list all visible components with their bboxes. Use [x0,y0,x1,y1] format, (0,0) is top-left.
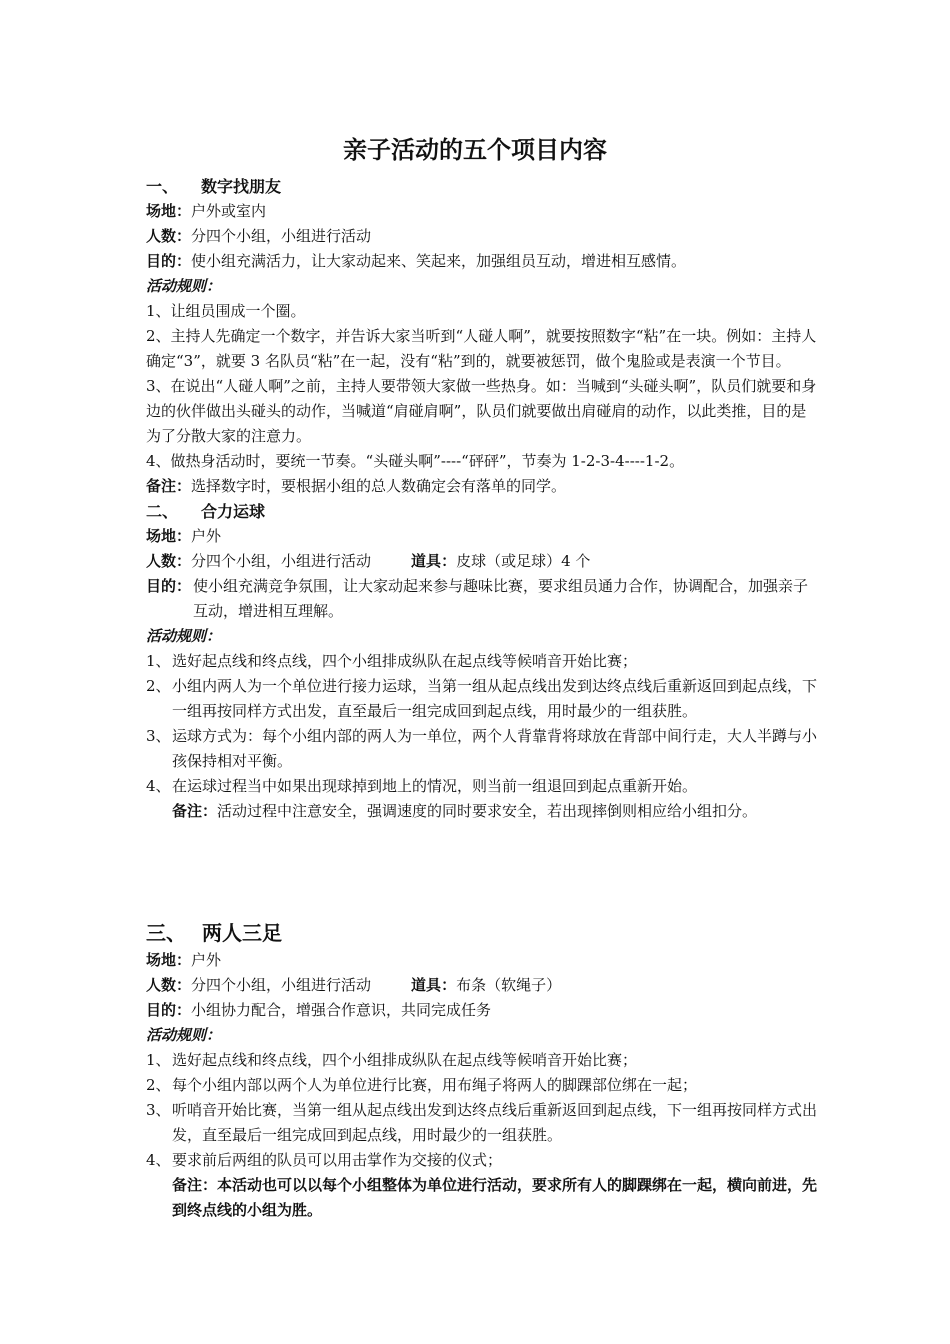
section-1 [146,174,821,824]
section-1-name: 数字找朋友 [201,177,282,196]
section-3-note: 备注：本活动也可以以每个小组整体为单位进行活动，要求所有人的脚踝绑在一起，横向前进，先到终点线的小组为胜。 [172,1176,818,1219]
section-2-rule-1: 1、 选好起点线和终点线，四个小组排成纵队在起点线等候哨音开始比赛； [146,652,638,670]
section-1-purpose: 目的：使小组充满活力，让大家动起来、笑起来，加强组员互动，增进相互感情。 [146,252,687,270]
section-2-purpose: 目的： 使小组充满竞争氛围，让大家动起来参与趣味比赛，要求组员通力合作，协调配合，加强亲子互动，增进相互理解。 [146,577,809,620]
section-1-note: 备注：选择数字时，要根据小组的总人数确定会有落单的同学。 [146,477,567,495]
section-3-people: 人数：分四个小组，小组进行活动 道具：布条（软绳子） [146,976,562,994]
section-1-rule-4: 4、做热身活动时，要统一节奏。“头碰头啊”----“砰砰”，节奏为 1-2-3-4----1-2。 [146,452,685,470]
section-2-venue: 场地：户外 [146,527,222,545]
section-2-rule-4: 4、 在运球过程当中如果出现球掉到地上的情况，则当前一组退回到起点重新开始。 [146,777,698,795]
section-3-rule-1: 1、 选好起点线和终点线，四个小组排成纵队在起点线等候哨音开始比赛； [146,1051,638,1069]
section-3-purpose: 目的：小组协力配合，增强合作意识，共同完成任务 [146,1001,492,1019]
section-3 [146,918,821,1223]
section-3-venue: 场地：户外 [146,951,222,969]
section-2-heading [146,499,821,524]
section-2-rule-3: 3、 运球方式为：每个小组内部的两人为一单位，两个人背靠背将球放在背部中间行走，大人半蹲与小孩保持相对平衡。 [146,727,818,770]
section-2-rules-heading: 活动规则： [146,627,222,645]
section-3-heading [146,918,821,948]
page-title: 亲子活动的五个项目内容 [343,136,607,164]
section-2-name: 合力运球 [201,502,266,521]
section-1-rules-heading: 活动规则： [146,277,222,295]
section-3-number: 三、 [146,921,186,945]
section-1-rule-3: 3、在说出“人碰人啊”之前，主持人要带领大家做一些热身。如：当喊到“头碰头啊”，队员们就要和身边的伙伴做出头碰头的动作，当喊道“肩碰肩啊”，队员们就要做出肩碰肩的动作，以此类推，目的是为了分散大家的注意力。 [146,377,817,445]
section-1-rule-2: 2、主持人先确定一个数字，并告诉大家当听到“人碰人啊”，就要按照数字“粘”在一块。例如：主持人确定“3”，就要 3 名队员“粘”在一起，没有“粘”到的，就要被惩罚，做个鬼脸或是表演一个节目。 [146,327,817,370]
section-2-number: 二、 [146,502,179,521]
section-3-rule-4: 4、 要求前后两组的队员可以用击掌作为交接的仪式； [146,1151,503,1169]
section-2-note: 备注：活动过程中注意安全，强调速度的同时要求安全，若出现摔倒则相应给小组扣分。 [172,802,758,820]
section-1-number: 一、 [146,177,179,196]
section-1-rule-1: 1、让组员围成一个圈。 [146,302,306,320]
section-1-heading [146,174,821,199]
section-2-people: 人数：分四个小组，小组进行活动 道具：皮球（或足球）4 个 [146,552,591,570]
section-1-people: 人数：分四个小组，小组进行活动 [146,227,372,245]
section-3-rule-2: 2、 每个小组内部以两个人为单位进行比赛，用布绳子将两人的脚踝部位绑在一起； [146,1076,698,1094]
section-3-rules-heading: 活动规则： [146,1026,222,1044]
section-2-rule-2: 2、 小组内两人为一个单位进行接力运球，当第一组从起点线出发到达终点线后重新返回到起点线，下一组再按同样方式出发，直至最后一组完成回到起点线，用时最少的一组获胜。 [146,677,818,720]
section-3-rule-3: 3、 听哨音开始比赛，当第一组从起点线出发到达终点线后重新返回到起点线，下一组再按同样方式出发，直至最后一组完成回到起点线，用时最少的一组获胜。 [146,1101,818,1144]
section-3-name: 两人三足 [202,921,282,945]
section-1-venue: 场地：户外或室内 [146,202,267,220]
